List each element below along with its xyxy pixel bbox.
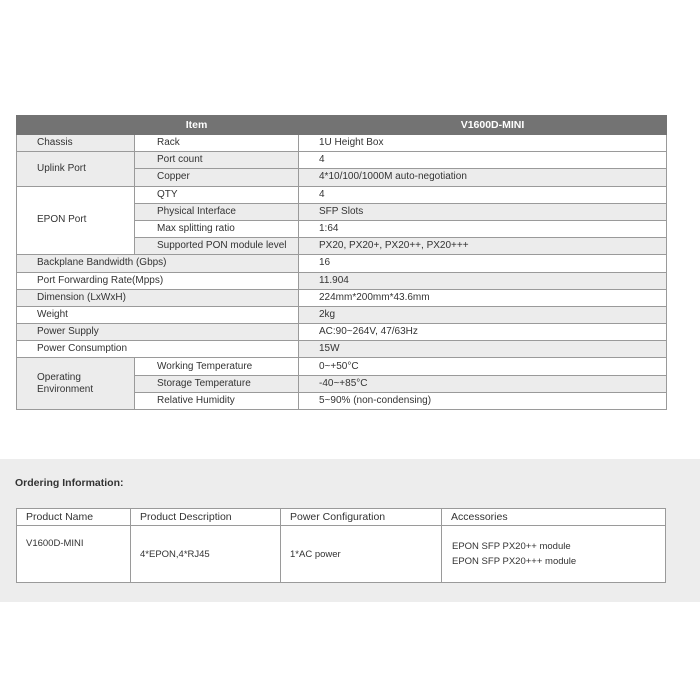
spec-row-backplane [17,255,667,272]
backplane-label: Backplane Bandwidth (Gbps) [17,255,299,272]
specification-section [0,96,700,444]
weight-label: Weight [17,306,299,323]
ordering-table [16,508,666,583]
ordering-power-configuration: 1*AC power [281,526,442,583]
uplink-port-label: Uplink Port [17,152,135,186]
dimension-value: 224mm*200mm*43.6mm [299,289,667,306]
forwarding-rate-label: Port Forwarding Rate(Mpps) [17,272,299,289]
backplane-value: 16 [299,255,667,272]
spec-row-working-temperature [17,358,667,375]
power-consumption-value: 15W [299,341,667,358]
spec-row-uplink-port-count [17,152,667,169]
epon-interface-label: Physical Interface [135,203,299,220]
storage-temperature-label: Storage Temperature [135,375,299,392]
spec-row-power-supply [17,324,667,341]
relative-humidity-label: Relative Humidity [135,392,299,409]
operating-environment-label: Operating Environment [17,358,135,410]
ordering-information-title: Ordering Information: [15,477,124,489]
working-temperature-label: Working Temperature [135,358,299,375]
power-supply-label: Power Supply [17,324,299,341]
chassis-value: 1U Height Box [299,135,667,152]
uplink-copper-value: 4*10/100/1000M auto-negotiation [299,169,667,186]
spec-row-power-consumption [17,341,667,358]
epon-port-label: EPON Port [17,186,135,255]
storage-temperature-value: -40~+85°C [299,375,667,392]
power-consumption-label: Power Consumption [17,341,299,358]
ordering-header-product-description: Product Description [131,509,281,526]
epon-splitting-label: Max splitting ratio [135,220,299,237]
accessory-item: EPON SFP PX20++ module [452,541,571,552]
spec-header-item: Item [17,116,299,135]
ordering-row [17,526,666,583]
spec-row-epon-qty [17,186,667,203]
epon-qty-value: 4 [299,186,667,203]
spec-row-forwarding-rate [17,272,667,289]
ordering-header-product-name: Product Name [17,509,131,526]
ordering-product-name: V1600D-MINI [17,526,131,583]
chassis-label: Chassis [17,135,135,152]
relative-humidity-value: 5~90% (non-condensing) [299,392,667,409]
ordering-accessories [442,526,666,583]
specification-table [16,115,667,410]
ordering-product-description: 4*EPON,4*RJ45 [131,526,281,583]
spec-header-model: V1600D-MINI [299,116,667,135]
spec-row-dimension [17,289,667,306]
spec-row-chassis [17,135,667,152]
epon-interface-value: SFP Slots [299,203,667,220]
spec-row-weight [17,306,667,323]
epon-module-level-label: Supported PON module level [135,238,299,255]
ordering-header-row [17,509,666,526]
chassis-sub-label: Rack [135,135,299,152]
epon-qty-label: QTY [135,186,299,203]
forwarding-rate-value: 11.904 [299,272,667,289]
epon-splitting-value: 1:64 [299,220,667,237]
weight-value: 2kg [299,306,667,323]
uplink-port-count-label: Port count [135,152,299,169]
uplink-copper-label: Copper [135,169,299,186]
power-supply-value: AC:90~264V, 47/63Hz [299,324,667,341]
working-temperature-value: 0~+50°C [299,358,667,375]
ordering-information-section [0,459,700,602]
accessory-item: EPON SFP PX20+++ module [452,556,577,567]
uplink-port-count-value: 4 [299,152,667,169]
ordering-header-accessories: Accessories [442,509,666,526]
dimension-label: Dimension (LxWxH) [17,289,299,306]
ordering-header-power-configuration: Power Configuration [281,509,442,526]
spec-header-row [17,116,667,135]
epon-module-level-value: PX20, PX20+, PX20++, PX20+++ [299,238,667,255]
